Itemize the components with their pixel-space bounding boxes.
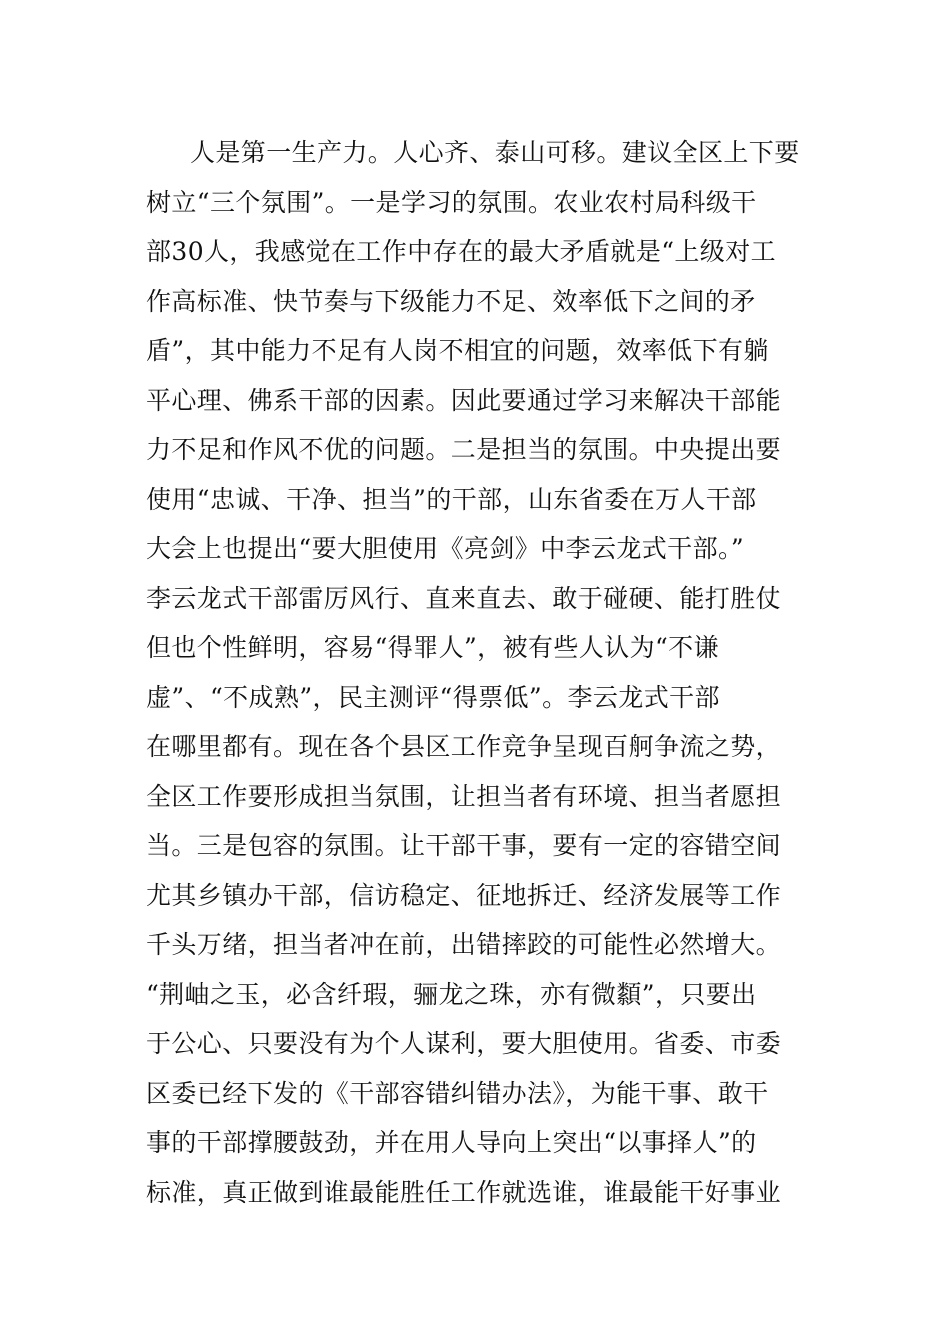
paragraph-line: 全区工作要形成担当氛围，让担当者有环境、担当者愿担 [146, 781, 782, 811]
paragraph-line: 人是第一生产力。人心齐、泰山可移。建议全区上下要 [190, 138, 800, 167]
paragraph-line: 李云龙式干部雷厉风行、直来直去、敢于碰硬、能打胜仗 [146, 583, 782, 613]
body-paragraph [146, 128, 826, 1217]
paragraph-line: 力不足和作风不优的问题。二是担当的氛围。中央提出要 [146, 435, 782, 464]
paragraph-line: 虚”、“不成熟”，民主测评“得票低”。李云龙式干部 [146, 682, 720, 712]
paragraph-line: “荆岫之玉，必含纤瑕，骊龙之珠，亦有微纇”，只要出 [146, 979, 757, 1009]
paragraph-line: 事的干部撑腰鼓劲，并在用人导向上突出“以事择人”的 [146, 1128, 757, 1157]
paragraph-line: 千头万绪，担当者冲在前，出错摔跤的可能性必然增大。 [146, 930, 782, 959]
paragraph-line: 在哪里都有。现在各个县区工作竞争呈现百舸争流之势， [146, 732, 782, 761]
paragraph-line: 但也个性鲜明，容易“得罪人”，被有些人认为“不谦 [146, 633, 719, 662]
paragraph-line: 于公心、只要没有为个人谋利，要大胆使用。省委、市委 [146, 1029, 782, 1058]
paragraph-line: 尤其乡镇办干部，信访稳定、征地拆迁、经济发展等工作 [146, 880, 782, 910]
paragraph-line: 部30人，我感觉在工作中存在的最大矛盾就是“上级对工 [146, 237, 776, 266]
paragraph-line: 使用“忠诚、干净、担当”的干部，山东省委在万人干部 [146, 484, 757, 514]
paragraph-line: 盾”，其中能力不足有人岗不相宜的问题，效率低下有躺 [146, 336, 769, 365]
paragraph-line: 树立“三个氛围”。一是学习的氛围。农业农村局科级干 [146, 187, 757, 217]
paragraph-line: 区委已经下发的《干部容错纠错办法》，为能干事、敢干 [146, 1078, 769, 1108]
paragraph-line: 平心理、佛系干部的因素。因此要通过学习来解决干部能 [146, 385, 782, 415]
paragraph-line: 大会上也提出“要大胆使用《亮剑》中李云龙式干部。” [146, 534, 745, 563]
paragraph-line: 当。三是包容的氛围。让干部干事，要有一定的容错空间 [146, 831, 782, 860]
paragraph-line: 作高标准、快节奏与下级能力不足、效率低下之间的矛 [146, 286, 756, 316]
paragraph-line: 标准，真正做到谁最能胜任工作就选谁，谁最能干好事业 [146, 1177, 782, 1207]
